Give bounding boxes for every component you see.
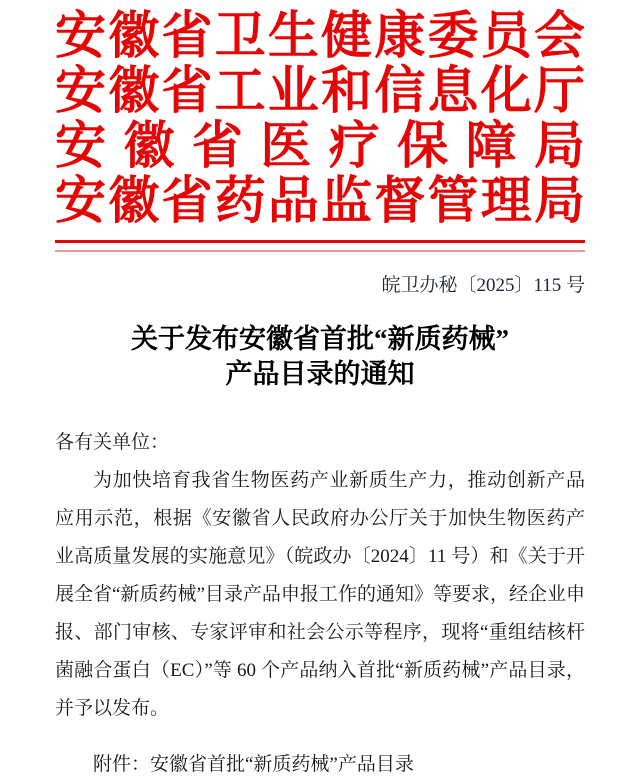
document-title-line1: 关于发布安徽省首批“新质药械” [131,324,509,354]
document-title [55,322,585,392]
letterhead-divider-thick-line [55,240,585,243]
letterhead [55,0,585,230]
agency-name-healthcare-security-bureau: 安徽省医疗保障局 [55,119,585,175]
letterhead-divider-thin-line [55,250,585,252]
body-paragraph: 为加快培育我省生物医药产业新质生产力，推动创新产品应用示范，根据《安徽省人民政府办公厅关于加快生物医药产业高质量发展的实施意见》（皖政办〔2024〕11 号）和《关于开展全省“新质药械”目录产品申报工作的通知》等要求，经企业申报、部门审核、专家评审和社会公示等程序，现将“重组结核杆菌融合蛋白（EC）”等 60 个产品纳入首批“新质药械”产品目录，并予以发布。 [55,470,585,719]
agency-name-industry-information-dept: 安徽省工业和信息化厅 [55,64,585,120]
document-reference-number: 皖卫办秘〔2025〕115 号 [381,275,585,296]
agency-name-health-commission: 安徽省卫生健康委员会 [55,9,585,65]
attachment-line: 附件：安徽省首批“新质药械”产品目录 [93,754,414,775]
document-title-line2: 产品目录的通知 [225,359,415,389]
document-body [55,424,585,776]
salutation: 各有关单位： [55,432,170,453]
agency-name-medical-products-admin: 安徽省药品监督管理局 [55,174,585,230]
letterhead-divider [55,240,585,252]
